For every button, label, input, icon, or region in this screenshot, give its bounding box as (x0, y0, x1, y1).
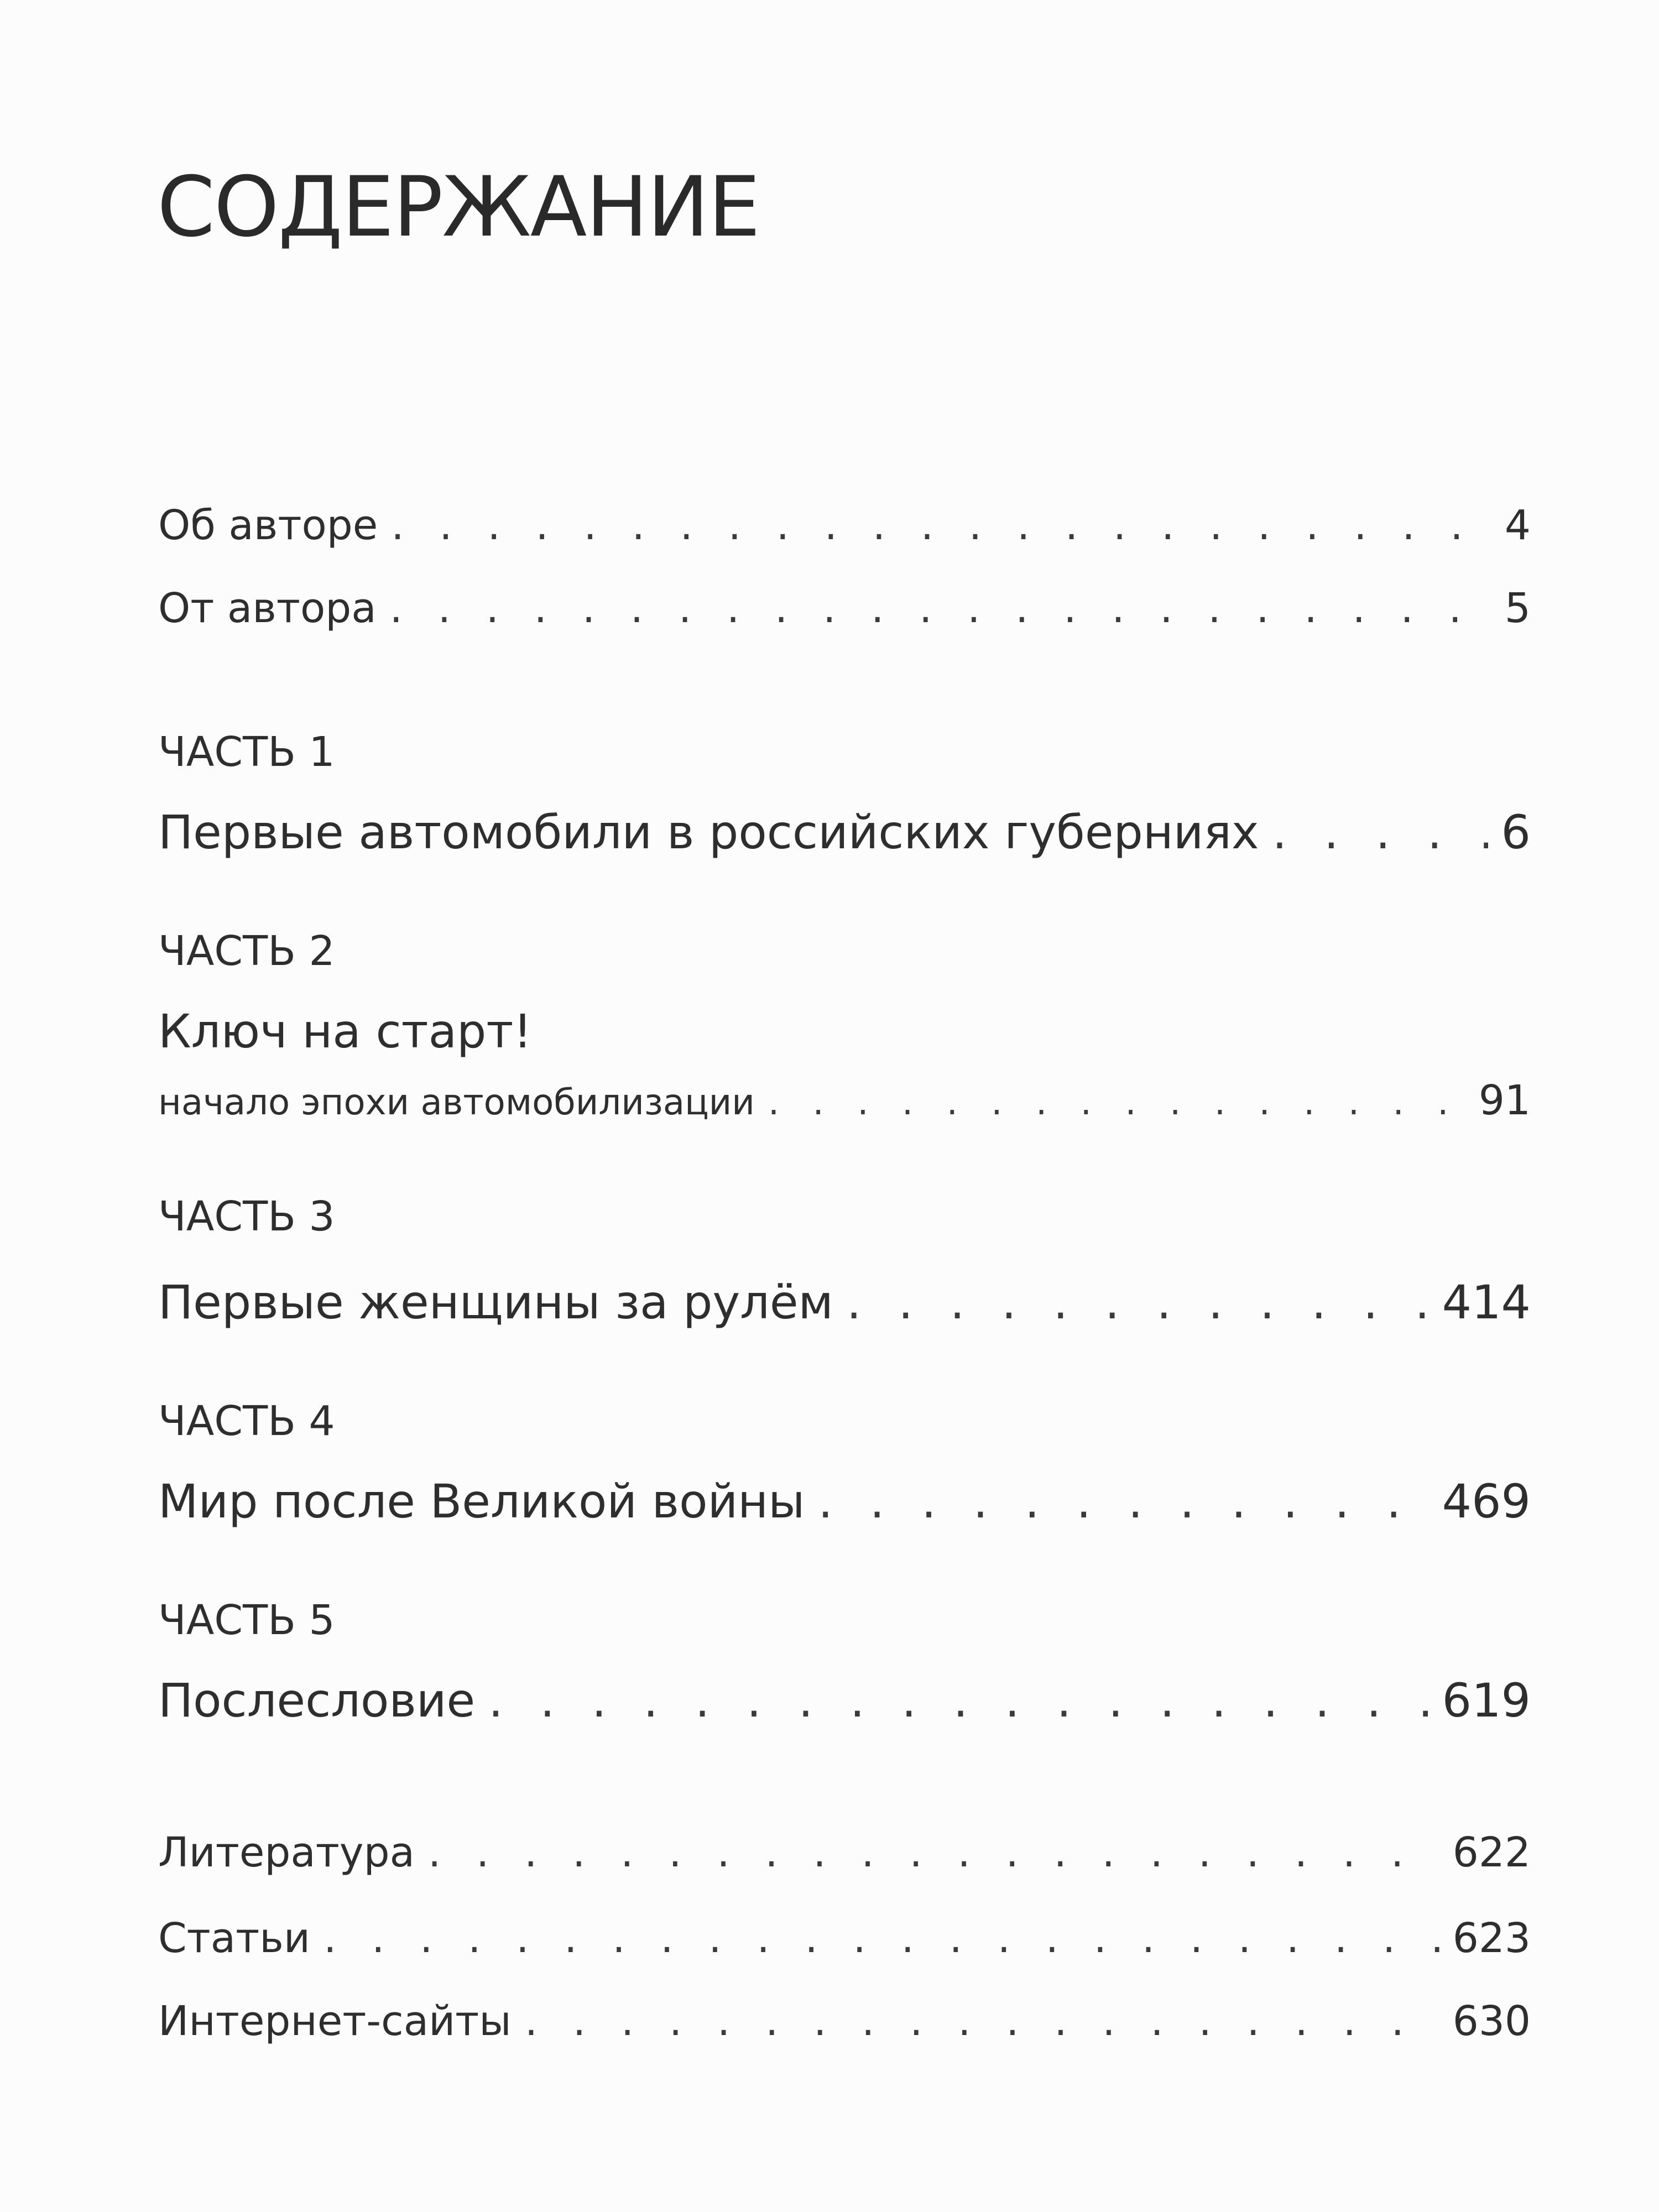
part-label: ЧАСТЬ 3 (158, 1193, 335, 1240)
dot-leader (488, 1670, 1429, 1731)
toc-page-number: 6 (1501, 805, 1531, 859)
toc-entry-articles (158, 1911, 1531, 1966)
dot-leader (428, 1825, 1439, 1880)
toc-entry-part-2 (158, 1076, 1531, 1128)
page-title: СОДЕРЖАНИЕ (157, 159, 760, 255)
dot-leader (768, 1078, 1465, 1128)
part-label: ЧАСТЬ 1 (158, 728, 335, 776)
part-label: ЧАСТЬ 4 (158, 1397, 335, 1445)
toc-page-number: 91 (1478, 1077, 1531, 1124)
toc-entry-part-4 (158, 1471, 1531, 1532)
toc-page-number: 619 (1442, 1673, 1531, 1728)
part-label: ЧАСТЬ 5 (158, 1597, 335, 1644)
toc-entry-label: Мир после Великой войны (158, 1474, 805, 1528)
dot-leader (390, 581, 1491, 636)
toc-entry-part-1 (158, 802, 1531, 863)
toc-page-number: 469 (1442, 1474, 1531, 1528)
chapter-title: Ключ на старт! (158, 1004, 532, 1058)
toc-entry-label: От автора (158, 585, 377, 632)
toc-entry-subtitle: начало эпохи автомобилизации (158, 1082, 755, 1123)
toc-entry-label: Первые женщины за рулём (158, 1275, 833, 1329)
dot-leader (525, 1994, 1439, 2049)
toc-entry-label: Литература (158, 1829, 415, 1876)
toc-entry-label: Статьи (158, 1914, 310, 1962)
toc-page-number: 5 (1504, 585, 1531, 632)
toc-entry-label: Интернет-сайты (158, 1997, 512, 2045)
toc-page-number: 622 (1452, 1829, 1531, 1876)
toc-entry-about-author (158, 498, 1531, 553)
part-label: ЧАСТЬ 2 (158, 927, 335, 975)
dot-leader (847, 1272, 1429, 1333)
toc-page-number: 623 (1452, 1914, 1531, 1962)
dot-leader (818, 1471, 1428, 1532)
toc-page-number: 414 (1442, 1275, 1531, 1329)
dot-leader (1272, 802, 1488, 863)
toc-entry-label: Послесловие (158, 1673, 476, 1728)
toc-entry-from-author (158, 581, 1531, 636)
toc-entry-label: Об авторе (158, 502, 378, 549)
toc-page-number: 4 (1504, 502, 1531, 549)
toc-entry-websites (158, 1994, 1531, 2049)
toc-entry-label: Первые автомобили в российских губерниях (158, 805, 1259, 859)
toc-entry-part-3 (158, 1272, 1531, 1333)
dot-leader (324, 1911, 1439, 1966)
toc-page-number: 630 (1452, 1997, 1531, 2045)
toc-entry-literature (158, 1825, 1531, 1880)
dot-leader (391, 498, 1491, 553)
toc-entry-part-5 (158, 1670, 1531, 1731)
